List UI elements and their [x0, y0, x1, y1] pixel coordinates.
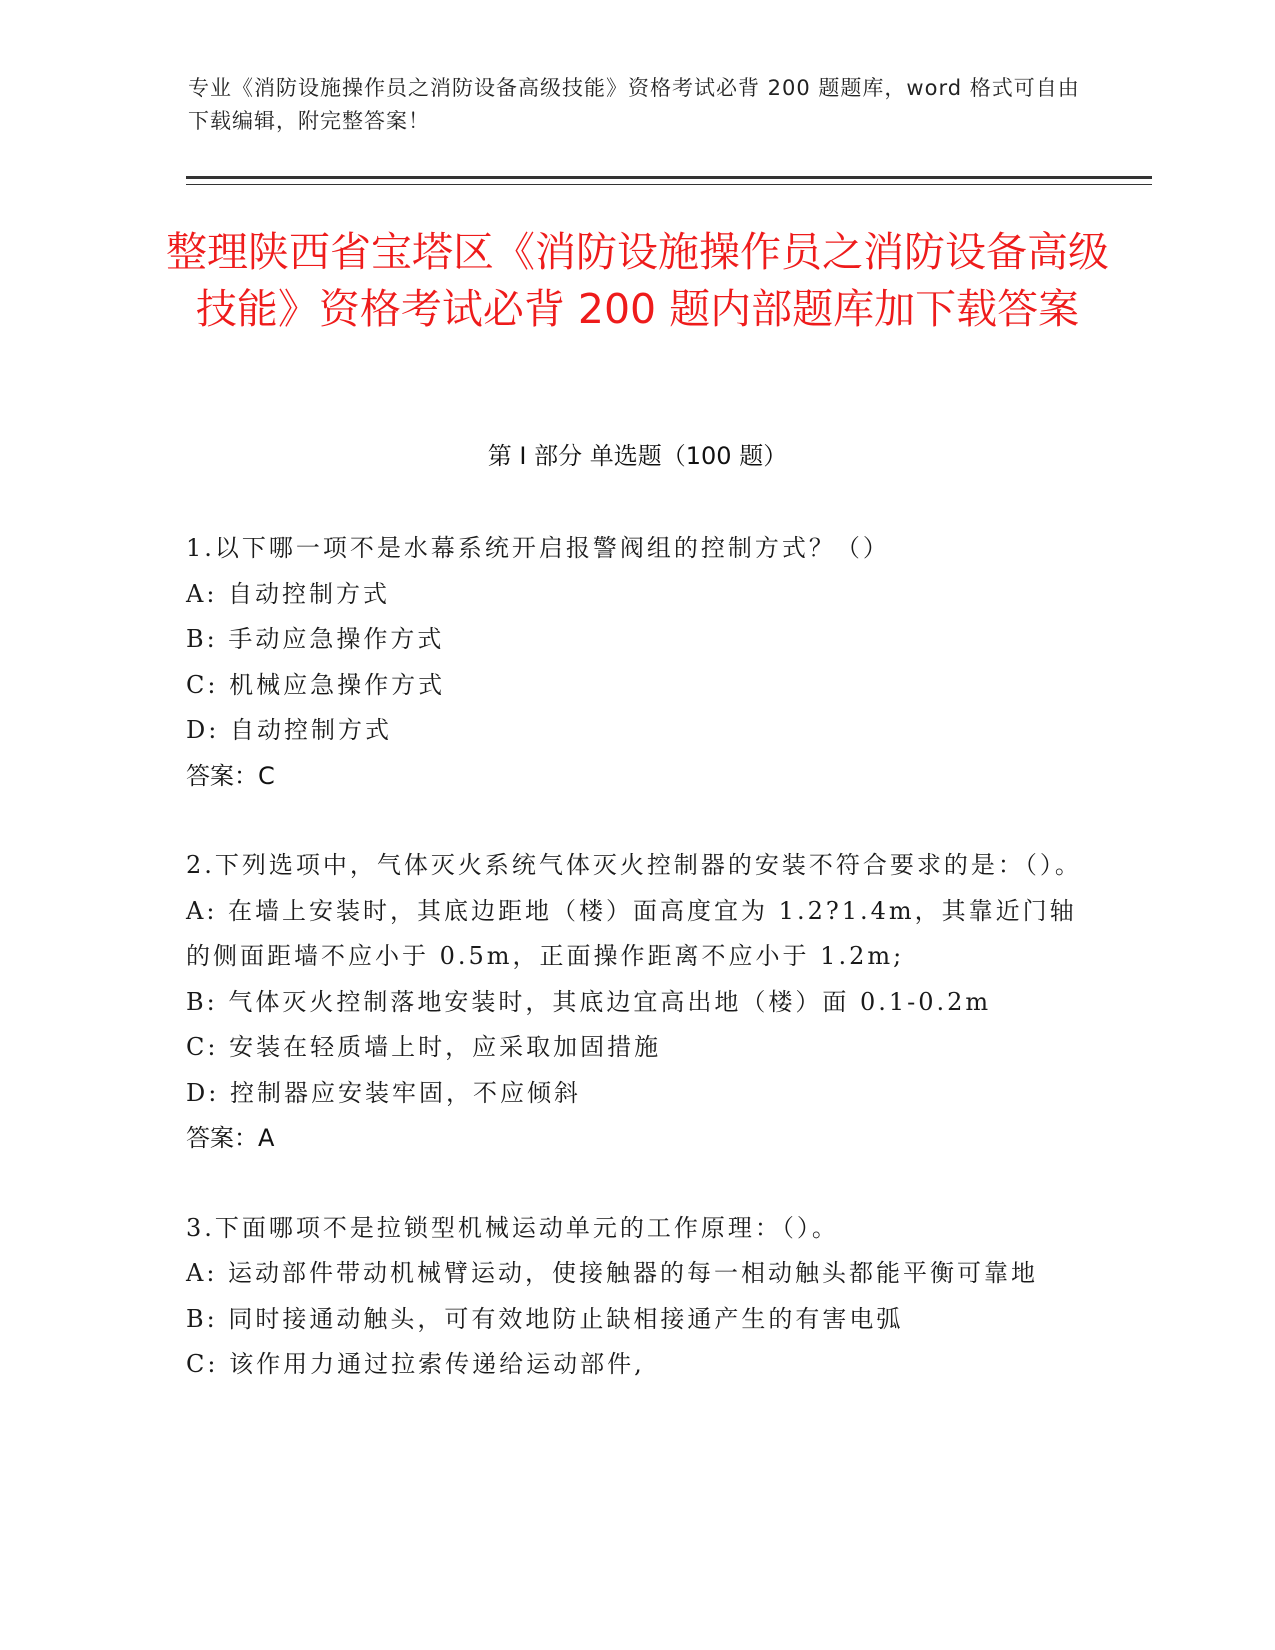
question-list	[186, 526, 1086, 1432]
question-text: 2.下列选项中，气体灭火系统气体灭火控制器的安装不符合要求的是：（）。	[186, 851, 1082, 879]
option-d: D: 控制器应安装牢固，不应倾斜	[186, 1078, 581, 1107]
option-a: A: 在墙上安装时，其底边距地（楼）面高度宜为 1.2?1.4m，其靠近门轴的侧面距墙不应小于 0.5m，正面操作距离不应小于 1.2m;	[186, 896, 1077, 970]
question-1	[186, 526, 1086, 799]
option-d: D: 自动控制方式	[186, 716, 392, 744]
question-text: 1.以下哪一项不是水幕系统开启报警阀组的控制方式？（）	[186, 534, 890, 562]
document-title: 整理陕西省宝塔区《消防设施操作员之消防设备高级技能》资格考试必背 200 题内部题库加下载答案	[166, 228, 1109, 333]
section-title: 第 I 部分 单选题（100 题）	[487, 442, 788, 470]
answer: 答案：C	[186, 761, 275, 790]
option-c: C: 该作用力通过拉索传递给运动部件,	[186, 1350, 645, 1378]
option-b: B: 气体灭火控制落地安装时，其底边宜高出地（楼）面 0.1-0.2m	[186, 987, 992, 1016]
option-b: B: 同时接通动触头，可有效地防止缺相接通产生的有害电弧	[186, 1304, 904, 1333]
question-3	[186, 1206, 1086, 1388]
header-rule-thick	[186, 176, 1152, 179]
header-note: 专业《消防设施操作员之消防设备高级技能》资格考试必背 200 题题库，word 格式可自由下载编辑，附完整答案！	[188, 76, 1080, 133]
question-text: 3.下面哪项不是拉锁型机械运动单元的工作原理：（）。	[186, 1213, 839, 1242]
option-b: B: 手动应急操作方式	[186, 625, 445, 653]
answer: 答案：A	[186, 1124, 275, 1152]
option-c: C: 机械应急操作方式	[186, 670, 446, 699]
option-a: A: 运动部件带动机械臂运动，使接触器的每一相动触头都能平衡可靠地	[186, 1259, 1039, 1287]
question-2	[186, 843, 1086, 1162]
option-a: A: 自动控制方式	[186, 579, 391, 608]
header-rule-thin	[186, 184, 1152, 185]
option-c: C: 安装在轻质墙上时，应采取加固措施	[186, 1033, 662, 1061]
